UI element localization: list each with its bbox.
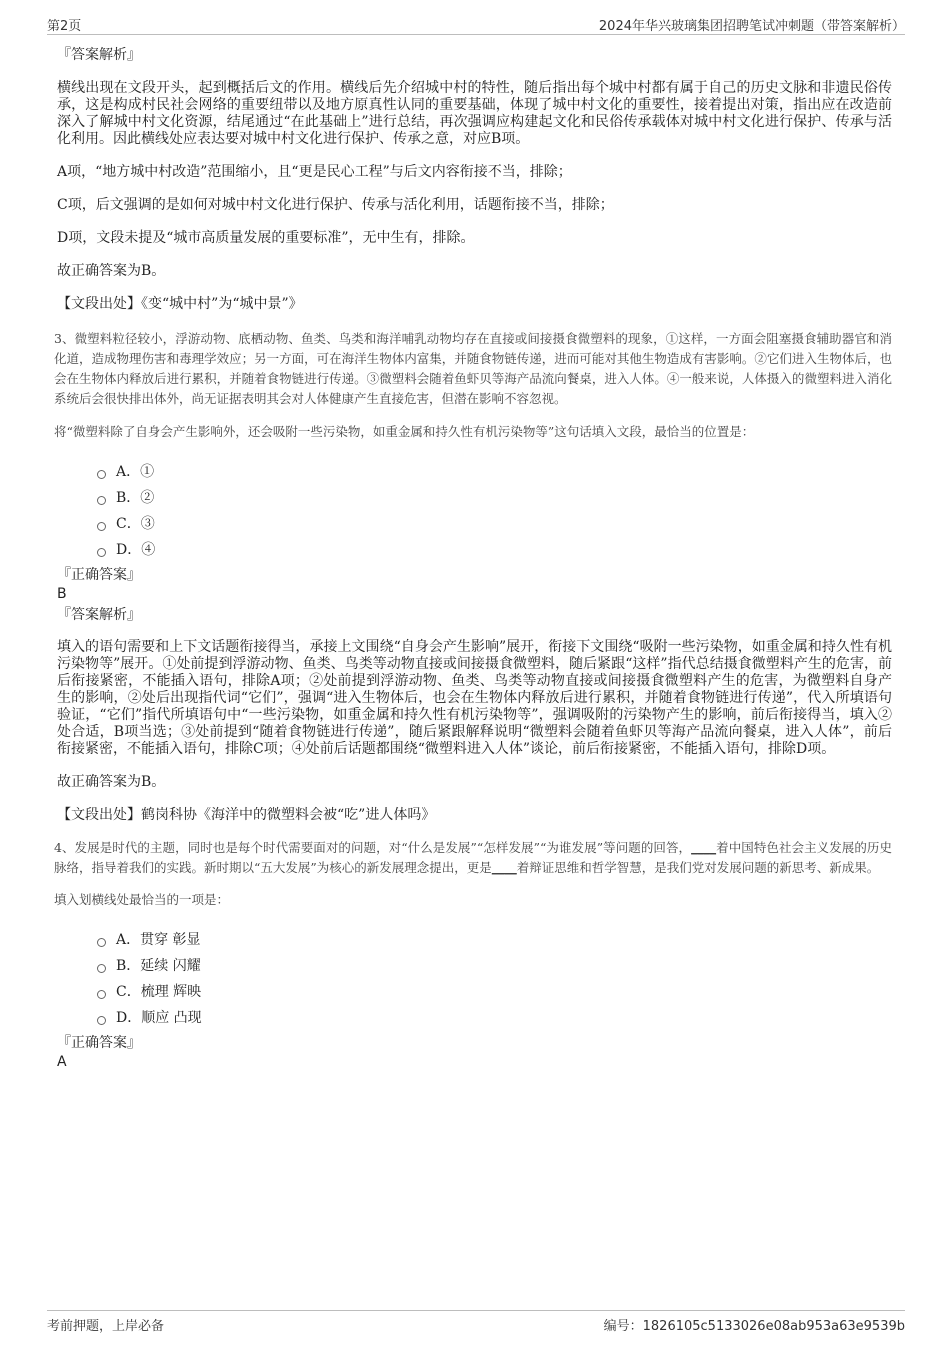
q2-source: 【文段出处】《变“城中村”为“城中景”》 <box>57 296 303 312</box>
document-id: 编号：1826105c5133026e08ab953a63e9539b <box>603 1319 905 1334</box>
q4-correct-answer: A <box>57 1054 67 1070</box>
q4-option-c[interactable] <box>97 978 892 1004</box>
q2-analysis-heading: 『答案解析』 <box>57 47 141 63</box>
q2-option-d-analysis: D项，文段未提及“城市高质量发展的重要标准”，无中生有，排除。 <box>57 230 475 246</box>
radio-icon[interactable] <box>97 470 106 479</box>
q2-conclusion: 故正确答案为B。 <box>57 263 166 279</box>
radio-icon[interactable] <box>97 496 106 505</box>
radio-icon[interactable] <box>97 1016 106 1025</box>
q4-option-b[interactable] <box>97 952 892 978</box>
q4-blank-2: ____ <box>491 860 517 875</box>
q4-options <box>97 926 892 1030</box>
q4-option-d[interactable] <box>97 1004 892 1030</box>
q3-option-d[interactable] <box>97 536 892 562</box>
main-content <box>54 44 892 1071</box>
option-label: D．④ <box>116 542 156 558</box>
q4-option-a[interactable] <box>97 926 892 952</box>
q3-conclusion: 故正确答案为B。 <box>57 774 166 790</box>
option-label: C．③ <box>116 516 155 532</box>
q4-question: 填入划横线处最恰当的一项是： <box>54 892 230 907</box>
radio-icon[interactable] <box>97 522 106 531</box>
q4-blank-1: ____ <box>691 840 717 855</box>
page-number: 第2页 <box>47 19 82 34</box>
option-label: B．延续 闪耀 <box>116 958 201 974</box>
option-label: B．② <box>116 490 155 506</box>
q2-option-c-analysis: C项，后文强调的是如何对城中村文化进行保护、传承与活化利用，话题衔接不当，排除； <box>57 197 614 213</box>
page-header <box>47 12 905 35</box>
q3-option-b[interactable] <box>97 484 892 510</box>
q3-question: 将“微塑料除了自身会产生影响外，还会吸附一些污染物，如重金属和持久性有机污染物等”这句话填入文段，最恰当的位置是： <box>54 424 755 439</box>
document-title: 2024年华兴玻璃集团招聘笔试冲刺题（带答案解析） <box>598 19 905 34</box>
q3-options <box>97 458 892 562</box>
q4-passage-part2: 着中国特色社会主义发展的历史脉络，指导着我们的实践。新时期以“五大发展”为核心的新发展理念提出，更是 <box>54 840 892 875</box>
q3-source: 【文段出处】鹤岗科协《海洋中的微塑料会被“吃”进人体吗》 <box>57 807 436 823</box>
q3-analysis-text: 填入的语句需要和上下文话题衔接得当，承接上文围绕“自身会产生影响”展开，衔接下文围绕“吸附一些污染物，如重金属和持久性有机污染物等”展开。①处前提到浮游动物、鱼类、鸟类等动物直接或间接摄食微塑料，随后紧跟“这样”指代总结摄食微塑料产生的危害，前后衔接紧密，不能插入语句，排除A项；②处前提到浮游动物、鱼类、鸟类等动物直接或间接摄食微塑料产生的危害，为微塑料自身产生的影响，②处后出现指代词“它们”，强调“进入生物体后，也会在生物体内释放后进行累积，并随着食物链进行传递”，代入所填语句验证，“它们”指代所填语句中“一些污染物，如重金属和持久性有机污染物等”，强调吸附的污染物产生的影响，前后衔接得当，填入②处合适，B项当选；③处前提到“随着食物链进行传递”，随后紧跟解释说明“微塑料会随着鱼虾贝等海产品流向餐桌，进入人体”，前后衔接紧密，不能插入语句，排除C项；④处前后话题都围绕“微塑料进入人体”谈论，前后衔接紧密，不能插入语句，排除D项。 <box>57 639 892 757</box>
q3-correct-heading: 『正确答案』 <box>57 567 141 583</box>
option-label: D．顺应 凸现 <box>116 1010 202 1026</box>
radio-icon[interactable] <box>97 548 106 557</box>
q4-correct-heading: 『正确答案』 <box>57 1035 141 1051</box>
q3-passage: 3、微塑料粒径较小，浮游动物、底栖动物、鱼类、鸟类和海洋哺乳动物均存在直接或间接摄食微塑料的现象，①这样，一方面会阻塞摄食辅助器官和消化道，造成物理伤害和毒理学效应；另一方面，可在海洋生物体内富集，并随食物链传递，进而可能对其他生物造成有害影响。②它们进入生物体后，也会在生物体内释放后进行累积，并随着食物链进行传递。③微塑料会随着鱼虾贝等海产品流向餐桌，进入人体。④一般来说，人体摄入的微塑料进入消化系统后会很快排出体外，尚无证据表明其会对人体健康产生直接危害，但潜在影响不容忽视。 <box>54 331 892 406</box>
q3-correct-answer: B <box>57 586 67 602</box>
q2-analysis-text: 横线出现在文段开头，起到概括后文的作用。横线后先介绍城中村的特性，随后指出每个城中村都有属于自己的历史文脉和非遗民俗传承，这是构成村民社会网络的重要纽带以及地方原真性认同的重要基础，体现了城中村文化的重要性，接着提出对策，指出应在改造前深入了解城中村文化资源，结尾通过“在此基础上”进行总结，再次强调应构建起文化和民俗传承载体对城中村文化进行保护、传承与活化利用。因此横线处应表达要对城中村文化进行保护、传承之意，对应B项。 <box>57 80 892 147</box>
q3-analysis-heading: 『答案解析』 <box>57 607 141 623</box>
option-label: C．梳理 辉映 <box>116 984 202 1000</box>
page-footer <box>47 1310 905 1333</box>
radio-icon[interactable] <box>97 938 106 947</box>
radio-icon[interactable] <box>97 990 106 999</box>
q4-passage <box>54 838 892 878</box>
radio-icon[interactable] <box>97 964 106 973</box>
q2-option-a-analysis: A项，“地方城中村改造”范围缩小，且“更是民心工程”与后文内容衔接不当，排除； <box>57 164 572 180</box>
q4-passage-part3: 着辩证思维和哲学智慧，是我们党对发展问题的新思考、新成果。 <box>516 860 880 875</box>
q3-option-c[interactable] <box>97 510 892 536</box>
q4-passage-part1: 4、发展是时代的主题，同时也是每个时代需要面对的问题，对“什么是发展”“怎样发展”“为谁发展”等问题的回答， <box>54 840 692 855</box>
footer-slogan: 考前押题，上岸必备 <box>47 1319 165 1334</box>
option-label: A．贯穿 彰显 <box>116 932 201 948</box>
q3-option-a[interactable] <box>97 458 892 484</box>
option-label: A．① <box>116 464 155 480</box>
